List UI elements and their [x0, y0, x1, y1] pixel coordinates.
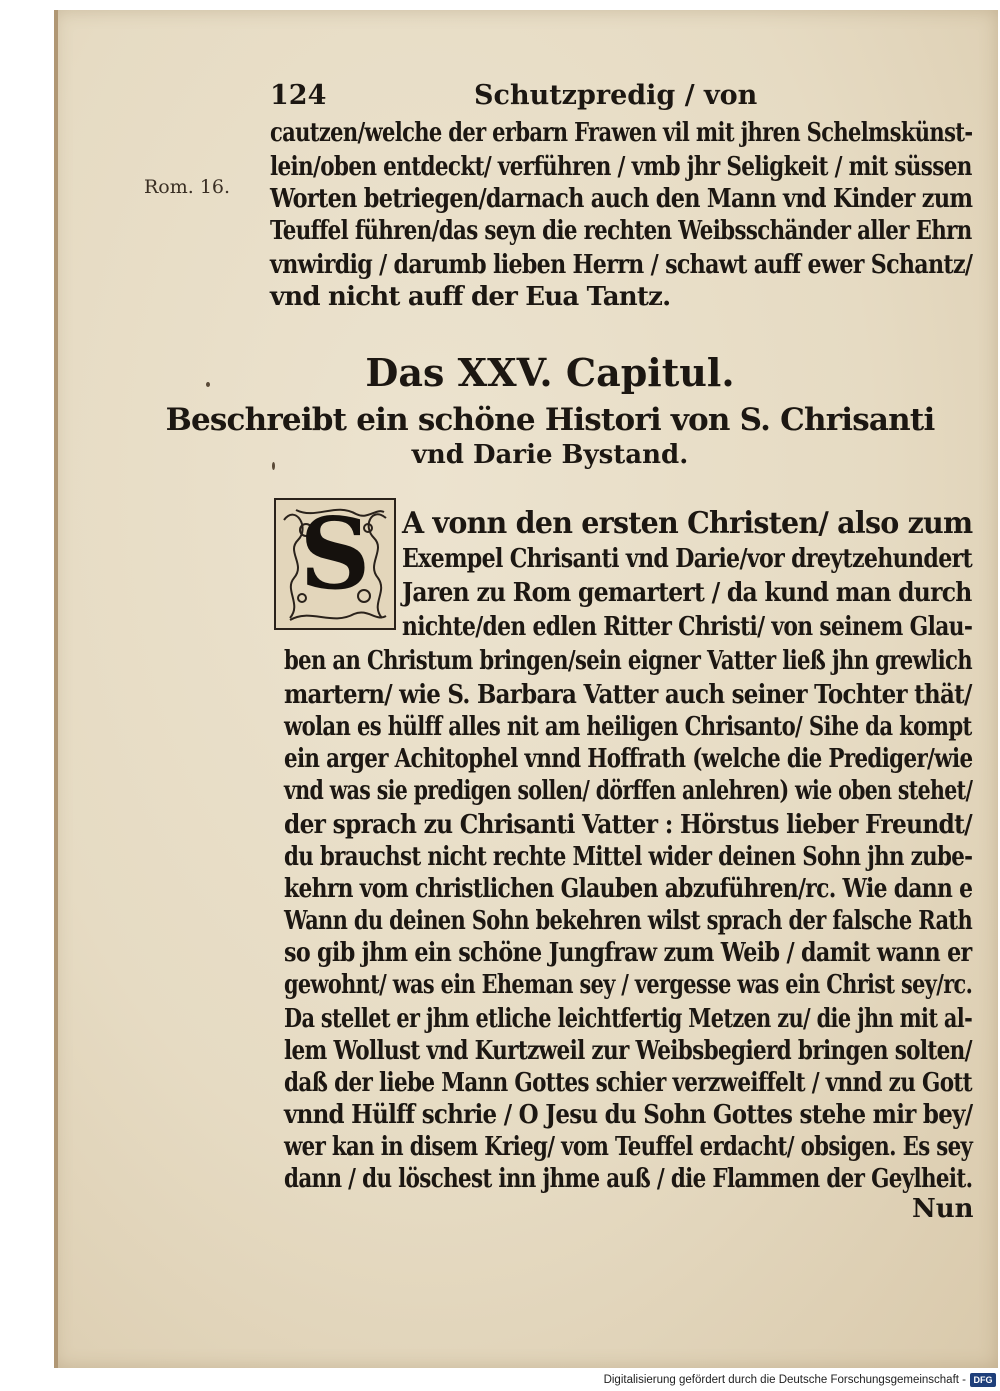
text-line: kehrn vom christlichen Glauben abzuführen/rc. Wie dann e: [284, 874, 973, 904]
text-line: der sprach zu Chrisanti Vatter : Hörstus lieber Freundt/: [284, 810, 972, 840]
text-line: lein/oben entdeckt/ verführen / vmb jhr Seligkeit / mit süssen: [270, 152, 972, 182]
footer-bar: [0, 1372, 1000, 1391]
text-line: Teuffel führen/das seyn die rechten Weibsschänder aller Ehrn: [270, 216, 972, 246]
text-line: gewohnt/ was ein Eheman sey / vergesse was ein Christ sey/rc.: [284, 970, 973, 1000]
margin-note: Rom. 16.: [144, 176, 231, 198]
text-line: Exempel Chrisanti vnd Darie/vor dreytzehundert: [402, 544, 973, 574]
text-line: vnwirdig / darumb lieben Herrn / schawt auff ewer Schantz/: [270, 250, 973, 280]
text-line: Jaren zu Rom gemartert / da kund man durch: [402, 578, 972, 608]
text-line: dann / du löschest inn jhme auß / die Flammen der Geylheit.: [284, 1164, 973, 1194]
text-line: lem Wollust vnd Kurtzweil zur Weibsbegierd bringen solten/: [284, 1036, 972, 1066]
footer-credit: Digitalisierung gefördert durch die Deutsche Forschungsgemeinschaft -: [603, 1374, 966, 1386]
page-number: 124: [270, 80, 327, 111]
text-line: so gib jhm ein schöne Jungfraw zum Weib / damit wann er: [284, 938, 972, 968]
text-line: nichte/den edlen Ritter Christi/ von seinem Glau-: [402, 612, 973, 642]
chapter-subtitle-line-1: Beschreibt ein schöne Histori von S. Chrisanti: [165, 402, 935, 438]
text-line: cautzen/welche der erbarn Frawen vil mit jhren Schelmskünst-: [270, 118, 973, 148]
chapter-subtitle-line-2: vnd Darie Bystand.: [411, 440, 689, 470]
text-line: martern/ wie S. Barbara Vatter auch seiner Tochter thät/: [284, 680, 972, 710]
text-line: du brauchst nicht rechte Mittel wider deinen Sohn jhn zube-: [284, 842, 973, 872]
decorated-initial: [274, 498, 396, 630]
text-line: A vonn den ersten Christen/ also zum: [402, 506, 973, 541]
page-edge: [54, 10, 58, 1368]
text-line: daß der liebe Mann Gottes schier verzweiffelt / vnnd zu Gott: [284, 1068, 972, 1098]
text-line: Wann du deinen Sohn bekehren wilst sprach der falsche Rath: [284, 906, 973, 936]
dfg-logo: DFG: [970, 1373, 996, 1387]
text-line: Da stellet er jhm etliche leichtfertig Metzen zu/ die jhn mit al-: [284, 1004, 973, 1034]
catchword: Nun: [912, 1194, 974, 1224]
text-line: wolan es hülff alles nit am heiligen Chrisanto/ Sihe da kompt: [284, 712, 972, 742]
text-line: vnd was sie predigen sollen/ dörffen anlehren) wie oben stehet/: [284, 776, 973, 806]
ink-speck: [272, 462, 275, 470]
ink-speck: [206, 382, 210, 387]
initial-letter: S: [299, 498, 371, 612]
chapter-heading: Das XXV. Capitul.: [365, 350, 735, 395]
running-head-title: Schutzpredig / von: [474, 80, 758, 111]
text-line: wer kan in disem Krieg/ vom Teuffel erdacht/ obsigen. Es sey: [284, 1132, 973, 1162]
text-line: vnd nicht auff der Eua Tantz.: [270, 282, 671, 312]
text-line: ben an Christum bringen/sein eigner Vatter ließ jhn grewlich: [284, 646, 972, 676]
text-line: Worten betriegen/darnach auch den Mann vnd Kinder zum: [270, 184, 973, 214]
text-line: vnnd Hülff schrie / O Jesu du Sohn Gottes stehe mir bey/: [284, 1100, 973, 1130]
text-line: ein arger Achitophel vnnd Hoffrath (welche die Prediger/wie: [284, 744, 973, 774]
